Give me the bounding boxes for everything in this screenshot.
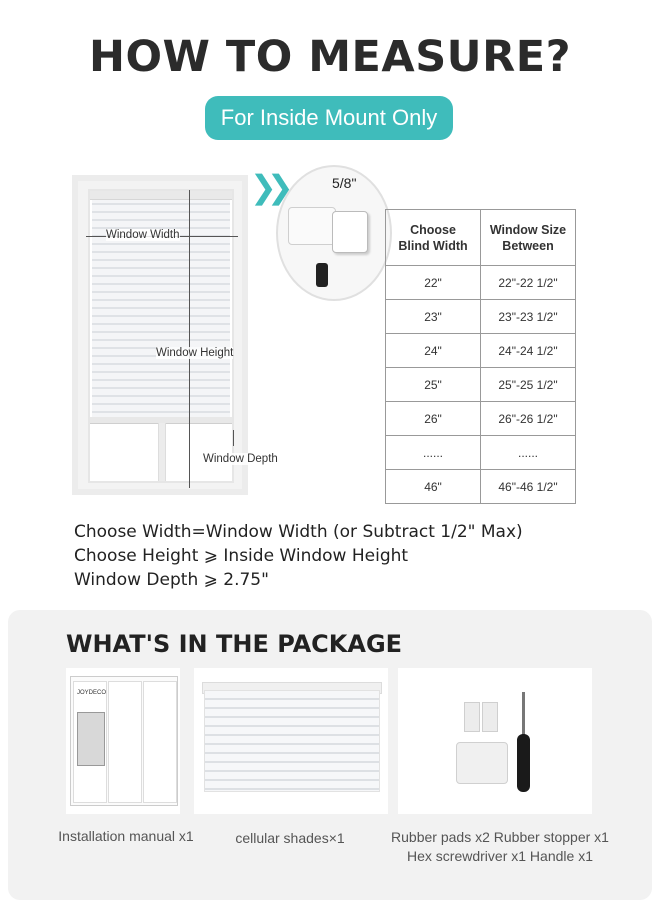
manual-page bbox=[108, 681, 142, 803]
screwdriver-shaft-icon bbox=[522, 692, 525, 736]
cord-icon bbox=[316, 263, 328, 287]
table-cell: 22"-22 1/2" bbox=[481, 266, 576, 300]
table-header-window-size: Window Size Between bbox=[481, 210, 576, 266]
table-cell: ...... bbox=[386, 436, 481, 470]
hardware-caption-line1: Rubber pads x2 Rubber stopper x1 bbox=[391, 829, 609, 845]
manual-icon bbox=[70, 676, 178, 806]
table-header-blind-width: Choose Blind Width bbox=[386, 210, 481, 266]
table-cell: 46" bbox=[386, 470, 481, 504]
bracket-icon bbox=[288, 207, 336, 245]
table-row bbox=[386, 266, 576, 300]
table-cell: 26"-26 1/2" bbox=[481, 402, 576, 436]
manual-shade-image bbox=[77, 712, 105, 766]
shade-caption: cellular shades×1 bbox=[235, 830, 345, 846]
window-height-label: Window Height bbox=[156, 347, 234, 359]
table-cell: 22" bbox=[386, 266, 481, 300]
mount-type-badge: For Inside Mount Only bbox=[205, 96, 453, 140]
manual-card bbox=[66, 668, 180, 814]
shade-card bbox=[194, 668, 388, 814]
size-table bbox=[385, 209, 576, 504]
table-row bbox=[386, 334, 576, 368]
table-cell: 25"-25 1/2" bbox=[481, 368, 576, 402]
measurement-notes bbox=[74, 520, 523, 592]
height-measure-line bbox=[189, 190, 190, 488]
manual-page bbox=[143, 681, 177, 803]
headrail bbox=[90, 191, 232, 200]
table-row bbox=[386, 402, 576, 436]
brand-logo: JOYDECO bbox=[77, 690, 107, 696]
hardware-caption bbox=[380, 828, 620, 866]
window-illustration bbox=[72, 175, 248, 495]
hardware-caption-line2: Hex screwdriver x1 Handle x1 bbox=[407, 848, 593, 864]
table-cell: 23" bbox=[386, 300, 481, 334]
rubber-pad-icon bbox=[482, 702, 498, 732]
table-row bbox=[386, 470, 576, 504]
rubber-pad-icon bbox=[464, 702, 480, 732]
note-width: Choose Width=Window Width (or Subtract 1/2" Max) bbox=[74, 522, 523, 542]
chevron-right-icon: ❯❯ bbox=[250, 169, 284, 205]
table-cell: 24"-24 1/2" bbox=[481, 334, 576, 368]
window-pane-divider bbox=[158, 423, 166, 481]
table-cell: 24" bbox=[386, 334, 481, 368]
table-cell: 23"-23 1/2" bbox=[481, 300, 576, 334]
table-row bbox=[386, 436, 576, 470]
rubber-pad-icon bbox=[332, 211, 368, 253]
note-height: Choose Height ⩾ Inside Window Height bbox=[74, 546, 409, 566]
table-row bbox=[386, 300, 576, 334]
hardware-card bbox=[398, 668, 592, 814]
note-depth: Window Depth ⩾ 2.75" bbox=[74, 570, 269, 590]
window-depth-label: Window Depth bbox=[203, 453, 278, 465]
table-cell: 26" bbox=[386, 402, 481, 436]
package-title: WHAT'S IN THE PACKAGE bbox=[66, 630, 403, 658]
table-header-row bbox=[386, 210, 576, 266]
shade-icon bbox=[204, 690, 380, 792]
handle-icon bbox=[456, 742, 508, 784]
table-cell: ...... bbox=[481, 436, 576, 470]
screwdriver-icon bbox=[517, 734, 530, 792]
page-title: HOW TO MEASURE? bbox=[88, 32, 572, 82]
depth-measure-line bbox=[233, 430, 234, 446]
manual-caption: Installation manual x1 bbox=[58, 828, 194, 844]
table-cell: 25" bbox=[386, 368, 481, 402]
window-width-label: Window Width bbox=[106, 229, 180, 241]
bracket-dimension: 5/8" bbox=[332, 175, 357, 191]
table-row bbox=[386, 368, 576, 402]
table-cell: 46"-46 1/2" bbox=[481, 470, 576, 504]
